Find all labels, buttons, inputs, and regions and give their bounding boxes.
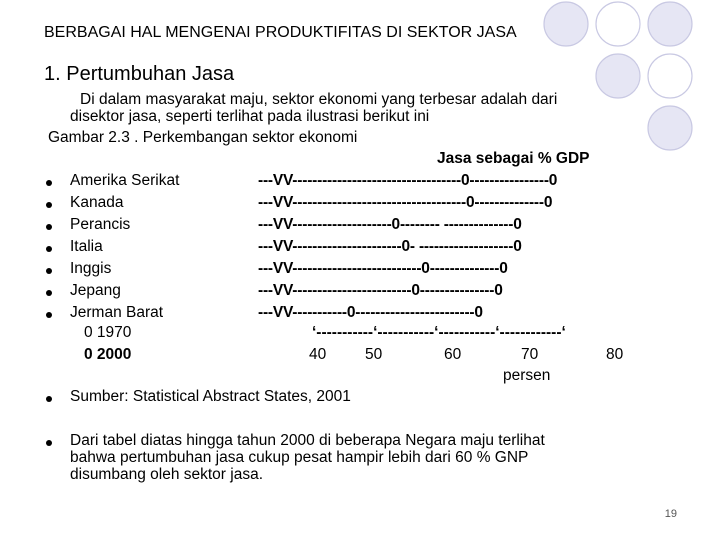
x-tick-label: 50 xyxy=(365,346,383,363)
section-heading: 1. Pertumbuhan Jasa xyxy=(44,63,235,85)
figure-caption: Gambar 2.3 . Perkembangan sektor ekonomi xyxy=(48,129,358,146)
country-label: Italia xyxy=(70,238,103,255)
x-tick-label: 70 xyxy=(521,346,539,363)
country-bar: ---VV----------------------------------0----------------0 xyxy=(258,172,558,189)
country-bar: ---VV--------------------------0--------------0 xyxy=(258,260,508,277)
legend-2000: 0 2000 xyxy=(84,346,132,363)
bullet-icon xyxy=(46,396,52,402)
conclusion-line-1: Dari tabel diatas hingga tahun 2000 di beberapa Negara maju terlihat xyxy=(70,432,545,449)
bullet-icon xyxy=(46,224,52,230)
legend-1970: 0 1970 xyxy=(84,324,132,341)
country-bar: ---VV-----------0------------------------0 xyxy=(258,304,483,321)
bullet-icon xyxy=(46,312,52,318)
bullet-icon xyxy=(46,268,52,274)
conclusion-paragraph xyxy=(70,432,545,483)
intro-line-2: disektor jasa, seperti terlihat pada ilustrasi berikut ini xyxy=(70,108,430,125)
x-tick-label: 60 xyxy=(444,346,462,363)
intro-paragraph xyxy=(70,91,558,125)
page-title: BERBAGAI HAL MENGENAI PRODUKTIFITAS DI SEKTOR JASA xyxy=(44,24,517,41)
chart-column-header: Jasa sebagai % GDP xyxy=(437,150,590,167)
bullet-icon xyxy=(46,180,52,186)
decorative-circles xyxy=(520,0,720,160)
country-label: Perancis xyxy=(70,216,131,233)
country-label: Jepang xyxy=(70,282,121,299)
page-number: 19 xyxy=(664,508,677,520)
country-bar: ---VV--------------------0-------- --------------0 xyxy=(258,216,522,233)
country-bar: ---VV------------------------0---------------0 xyxy=(258,282,503,299)
x-tick-label: 80 xyxy=(606,346,624,363)
country-bar: ---VV----------------------0- -------------------0 xyxy=(258,238,522,255)
bullet-icon xyxy=(46,290,52,296)
country-label: Inggis xyxy=(70,260,112,277)
country-label: Kanada xyxy=(70,194,124,211)
conclusion-line-2: bahwa pertumbuhan jasa cukup pesat hampir lebih dari 60 % GNP xyxy=(70,449,529,466)
bullet-icon xyxy=(46,246,52,252)
country-bar: ---VV-----------------------------------0--------------0 xyxy=(258,194,553,211)
bullet-icon xyxy=(46,202,52,208)
x-tick-label: 40 xyxy=(309,346,327,363)
source-note: Sumber: Statistical Abstract States, 2001 xyxy=(70,388,351,405)
country-label: Amerika Serikat xyxy=(70,172,180,189)
conclusion-line-3: disumbang oleh sektor jasa. xyxy=(70,466,264,483)
x-axis-unit: persen xyxy=(503,367,551,384)
country-label: Jerman Barat xyxy=(70,304,164,321)
intro-line-1: Di dalam masyarakat maju, sektor ekonomi yang terbesar adalah dari xyxy=(80,91,558,108)
axis-line: ‘-----------‘-----------‘-----------‘------------‘ xyxy=(312,324,566,341)
bullet-icon xyxy=(46,440,52,446)
